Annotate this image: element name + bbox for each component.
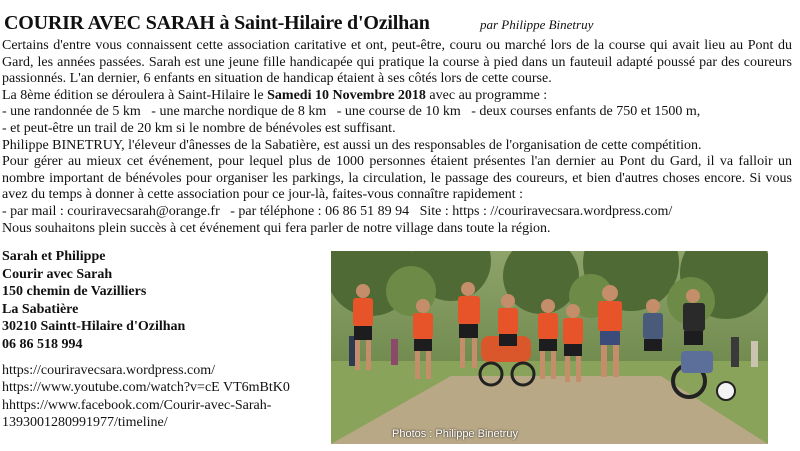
paragraph-closing: Nous souhaitons plein succès à cet événement qui fera parler de notre village dans toute la région.: [2, 220, 551, 236]
youtube-link[interactable]: https://www.youtube.com/watch?v=cE VT6mBtK0: [2, 380, 290, 396]
contact-block: [2, 248, 322, 432]
program-line-1: - une randonnée de 5 km - une marche nordique de 8 km - une course de 10 km - deux courses enfants de 750 et 1500 m,: [2, 104, 701, 120]
facebook-link-part2: 1393001280991977/timeline/: [2, 415, 168, 431]
contact-street: 150 chemin de Vazilliers: [2, 284, 147, 300]
event-date: Samedi 10 Novembre 2018: [267, 87, 426, 103]
edition-program-text: avec au programme :: [425, 87, 548, 103]
contact-city: 30210 Saintt-Hilaire d'Ozilhan: [2, 319, 186, 335]
paragraph-edition: [2, 88, 792, 105]
program-line-2: - et peut-être un trail de 20 km si le nombre de bénévoles est suffisant.: [2, 120, 396, 136]
article-body: [2, 38, 792, 237]
contact-phone: 06 86 518 994: [2, 336, 83, 352]
author-byline: par Philippe Binetruy: [480, 17, 594, 32]
contact-names: Sarah et Philippe: [2, 249, 106, 264]
paragraph-volunteers: Pour gérer au mieux cet événement, pour lequel plus de 1000 personnes étaient présentes l'an dernier au Pont du Gard, il va falloir un nombre important de bénévoles pour organiser les parkings, la circulation, le passage des coureurs, et bien d'autres choses encore. Si vous avez du temps à donner à cette association pour ce jour-là, faites-vous connaître rapidement :: [2, 154, 792, 203]
contact-line: - par mail : couriravecsarah@orange.fr - par téléphone : 06 86 51 89 94 Site : https : //couriravecsara.wordpress.com/: [2, 203, 673, 219]
paragraph-intro: Certains d'entre vous connaissent cette association caritative et ont, peut-être, couru ou marché lors de la course qui avait lieu au Pont du Gard, les années passées. Sarah est une jeune fille handicapée qui pratique la course à pied dans un fauteuil adapté poussé par des coureurs passionnés. L'an dernier, 6 enfants en situation de handicap étaient à ses côtés lors de cette course.: [2, 38, 792, 87]
wordpress-link[interactable]: https://couriravecsara.wordpress.com/: [2, 362, 216, 378]
photo-credit: Photos : Philippe Binetruy: [392, 428, 518, 440]
article-title: COURIR AVEC SARAH à Saint-Hilaire d'Ozilhan: [4, 12, 430, 34]
edition-text: La 8ème édition se déroulera à Saint-Hilaire le: [2, 87, 268, 103]
facebook-link-part1: hhttps://www.facebook.com/Courir-avec-Sarah-: [2, 397, 272, 413]
contact-association: Courir avec Sarah: [2, 266, 113, 282]
contact-place: La Sabatière: [2, 301, 79, 317]
runners-photo: [331, 251, 768, 444]
paragraph-organizer: Philippe BINETRUY, l'éleveur d'ânesses de la Sabatière, est aussi un des responsables de l'organisation de cette compétition.: [2, 137, 702, 153]
facebook-link[interactable]: [2, 397, 322, 432]
